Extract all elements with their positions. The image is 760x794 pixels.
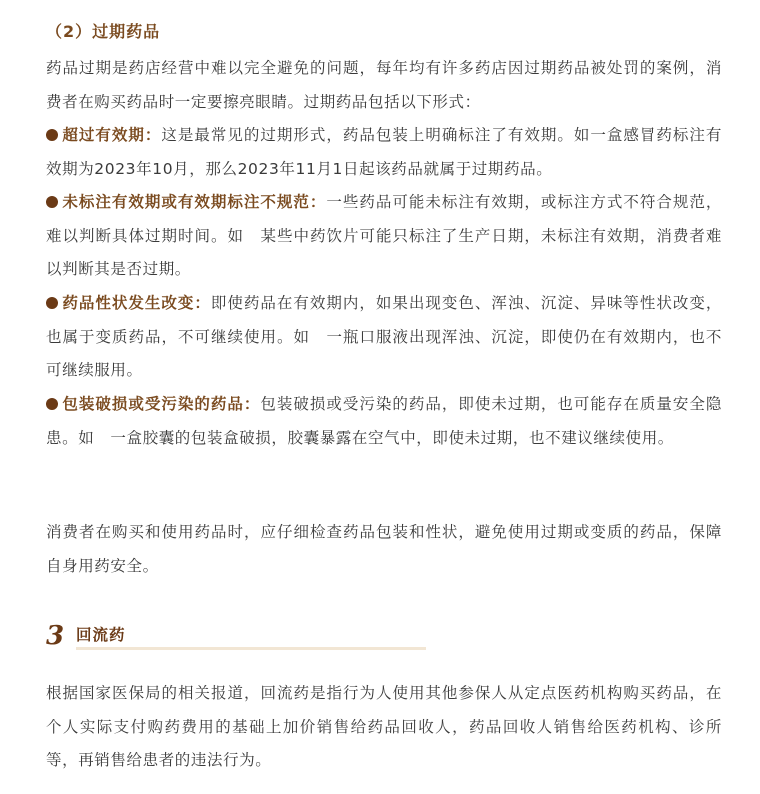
form-item-lead: 未标注有效期或有效期标注不规范： <box>62 193 327 211</box>
form-item-altered <box>46 287 722 388</box>
bullet-dot-icon <box>46 129 58 141</box>
bullet-dot-icon <box>46 196 58 208</box>
advice-paragraph: 消费者在购买和使用药品时，应仔细检查药品包装和性状，避免使用过期或变质的药品，保障自身用药安全。 <box>46 523 722 575</box>
bullet-dot-icon <box>46 297 58 309</box>
form-item-text: 即使药品在有效期内，如果出现变色、浑浊、沉淀、异味等性状改变，也属于变质药品，不可继续使用。如 一瓶口服液出现浑浊、沉淀，即使仍在有效期内，也不可继续服用。 <box>46 294 722 379</box>
definition-paragraph: 根据国家医保局的相关报道，回流药是指行为人使用其他参保人从定点医药机构购买药品，在个人实际支付购药费用的基础上加价销售给药品回收人，药品回收人销售给医药机构、诊所等，再销售给患者的违法行为。 <box>46 684 722 769</box>
section-number: 3 <box>46 621 65 651</box>
section-underline <box>76 647 426 650</box>
form-item-text: 包装破损或受污染的药品，即使未过期，也可能存在质量安全隐患。如 一盒胶囊的包装盒破损，胶囊暴露在空气中，即使未过期，也不建议继续使用。 <box>46 395 722 447</box>
form-item-text: 这是最常见的过期形式，药品包装上明确标注了有效期。如一盒感冒药标注有效期为2023年10月，那么2023年11月1日起该药品就属于过期药品。 <box>46 126 722 178</box>
section-header <box>46 620 426 652</box>
form-item-damaged <box>46 388 722 455</box>
form-item-expired <box>46 119 722 186</box>
intro-paragraph: 药品过期是药店经营中难以完全避免的问题，每年均有许多药店因过期药品被处罚的案例，消费者在购买药品时一定要擦亮眼睛。过期药品包括以下形式： <box>46 59 722 111</box>
form-item-text: 一些药品可能未标注有效期，或标注方式不符合规范，难以判断具体过期时间。如 某些中药饮片可能只标注了生产日期，未标注有效期，消费者难以判断其是否过期。 <box>46 193 722 278</box>
form-item-lead: 包装破损或受污染的药品： <box>62 395 261 413</box>
section-title: 回流药 <box>76 626 126 644</box>
bullet-dot-icon <box>46 398 58 410</box>
form-item-lead: 超过有效期： <box>62 126 162 144</box>
form-item-lead: 药品性状发生改变： <box>62 294 211 312</box>
subsection-heading: （2）过期药品 <box>46 22 161 41</box>
form-item-unlabeled <box>46 186 722 287</box>
